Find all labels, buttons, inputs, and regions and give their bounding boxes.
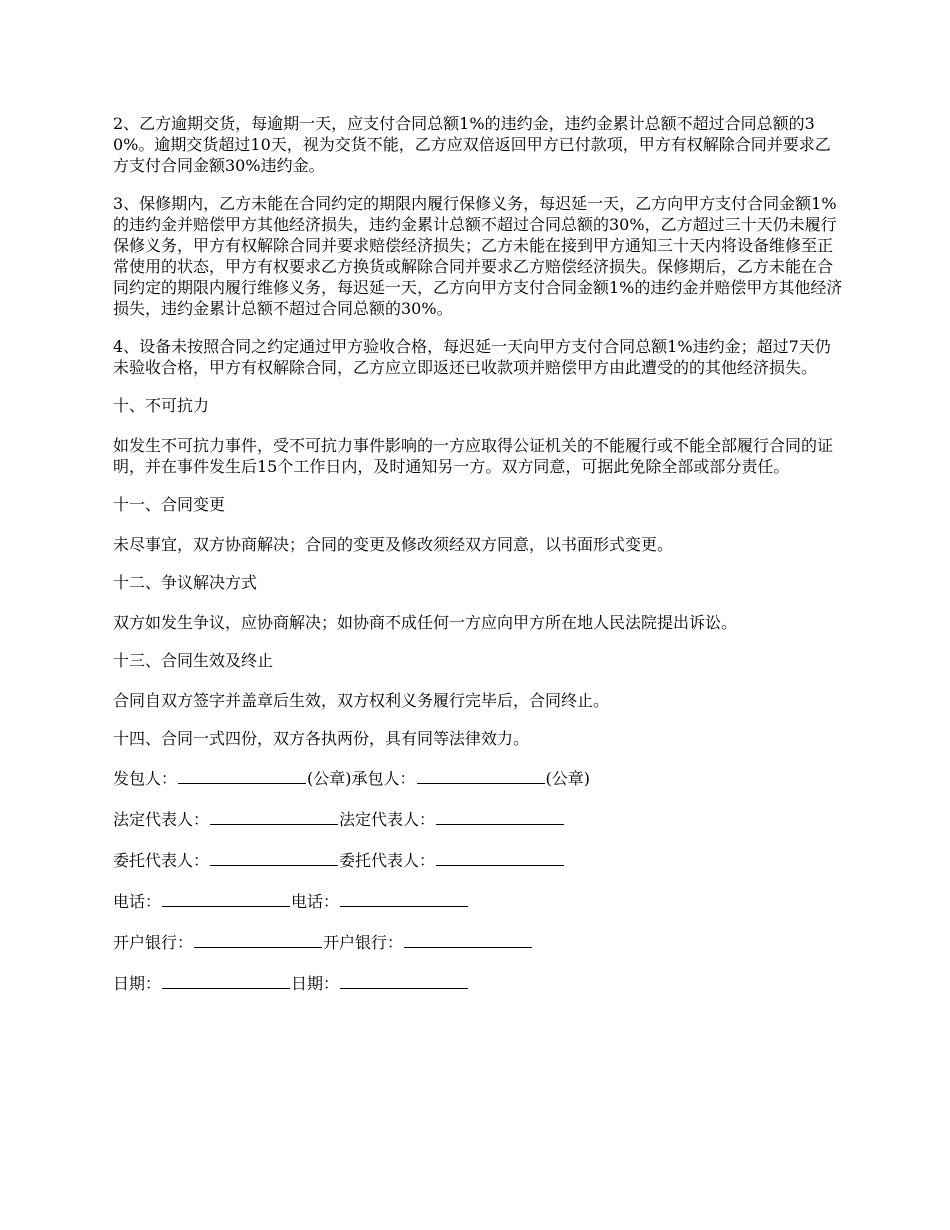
agent-blank-b — [436, 850, 564, 866]
section-13-title: 十三、合同生效及终止 — [113, 651, 274, 670]
phone-label-b: 电话： — [291, 892, 340, 911]
signature-row-agent — [113, 850, 845, 871]
agent-blank-a — [210, 850, 338, 866]
section-10-title: 十、不可抗力 — [113, 396, 210, 415]
signature-row-parties — [113, 768, 845, 789]
clause-4: 4、设备未按照合同之约定通过甲方验收合格，每迟延一天向甲方支付合同总额1%违约金；超过7天仍未验收合格，甲方有权解除合同，乙方应立即返还已收款项并赔偿甲方由此遭受的的其他经济损失。 — [113, 337, 831, 377]
section-13-body: 合同自双方签字并盖章后生效，双方权利义务履行完毕后，合同终止。 — [113, 691, 610, 710]
bank-blank-b — [404, 932, 532, 948]
bank-label-b: 开户银行： — [323, 933, 404, 952]
phone-label-a: 电话： — [113, 892, 162, 911]
contractor-blank — [417, 768, 545, 784]
section-10-body: 如发生不可抗力事件，受不可抗力事件影响的一方应取得公证机关的不能履行或不能全部履行合同的证明，并在事件发生后15个工作日内，及时通知另一方。双方同意，可据此免除全部或部分责任。 — [113, 436, 834, 476]
document-page — [113, 113, 845, 1014]
bank-label-a: 开户银行： — [113, 933, 194, 952]
clause-3: 3、保修期内，乙方未能在合同约定的期限内履行保修义务，每迟延一天，乙方向甲方支付合同金额1%的违约金并赔偿甲方其他经济损失，违约金累计总额不超过合同总额的30%，乙方超过三十天仍未履行保修义务，甲方有权解除合同并要求赔偿经济损失；乙方未能在接到甲方通知三十天内将设备维修至正常使用的状态，甲方有权要求乙方换货或解除合同并要求乙方赔偿经济损失。保修期后，乙方未能在合同约定的期限内履行维修义务，每迟延一天，乙方向甲方支付合同金额1%的违约金并赔偿甲方其他经济损失，违约金累计总额不超过合同总额的30%。 — [113, 194, 843, 318]
contractor-label: 承包人： — [351, 769, 416, 788]
signature-row-phone — [113, 891, 845, 912]
clause-2: 2、乙方逾期交货，每逾期一天，应支付合同总额1%的违约金，违约金累计总额不超过合同总额的30%。逾期交货超过10天，视为交货不能，乙方应双倍返回甲方已付款项，甲方有权解除合同并要求乙方支付合同金额30%违约金。 — [113, 114, 831, 175]
employer-label: 发包人： — [113, 769, 178, 788]
legal-rep-blank-b — [436, 809, 564, 825]
legal-rep-label-b: 法定代表人： — [339, 810, 436, 829]
employer-blank — [178, 768, 306, 784]
signature-row-date — [113, 973, 845, 994]
date-blank-a — [162, 973, 290, 989]
signature-row-bank — [113, 932, 845, 953]
bank-blank-a — [194, 932, 322, 948]
section-14-title: 十四、合同一式四份，双方各执两份，具有同等法律效力。 — [113, 729, 530, 748]
agent-label-a: 委托代表人： — [113, 851, 210, 870]
legal-rep-blank-a — [210, 809, 338, 825]
phone-blank-a — [162, 891, 290, 907]
date-label-b: 日期： — [291, 974, 340, 993]
legal-rep-label-a: 法定代表人： — [113, 810, 210, 829]
section-11-body: 未尽事宜，双方协商解决；合同的变更及修改须经双方同意，以书面形式变更。 — [113, 535, 674, 554]
signature-row-legal-rep — [113, 809, 845, 830]
date-label-a: 日期： — [113, 974, 162, 993]
section-11-title: 十一、合同变更 — [113, 495, 226, 514]
agent-label-b: 委托代表人： — [339, 851, 436, 870]
date-blank-b — [340, 973, 468, 989]
employer-seal: (公章) — [307, 769, 352, 788]
phone-blank-b — [340, 891, 468, 907]
section-12-title: 十二、争议解决方式 — [113, 573, 258, 592]
section-12-body: 双方如发生争议，应协商解决；如协商不成任何一方应向甲方所在地人民法院提出诉讼。 — [113, 613, 738, 632]
contractor-seal: (公章) — [545, 769, 591, 788]
